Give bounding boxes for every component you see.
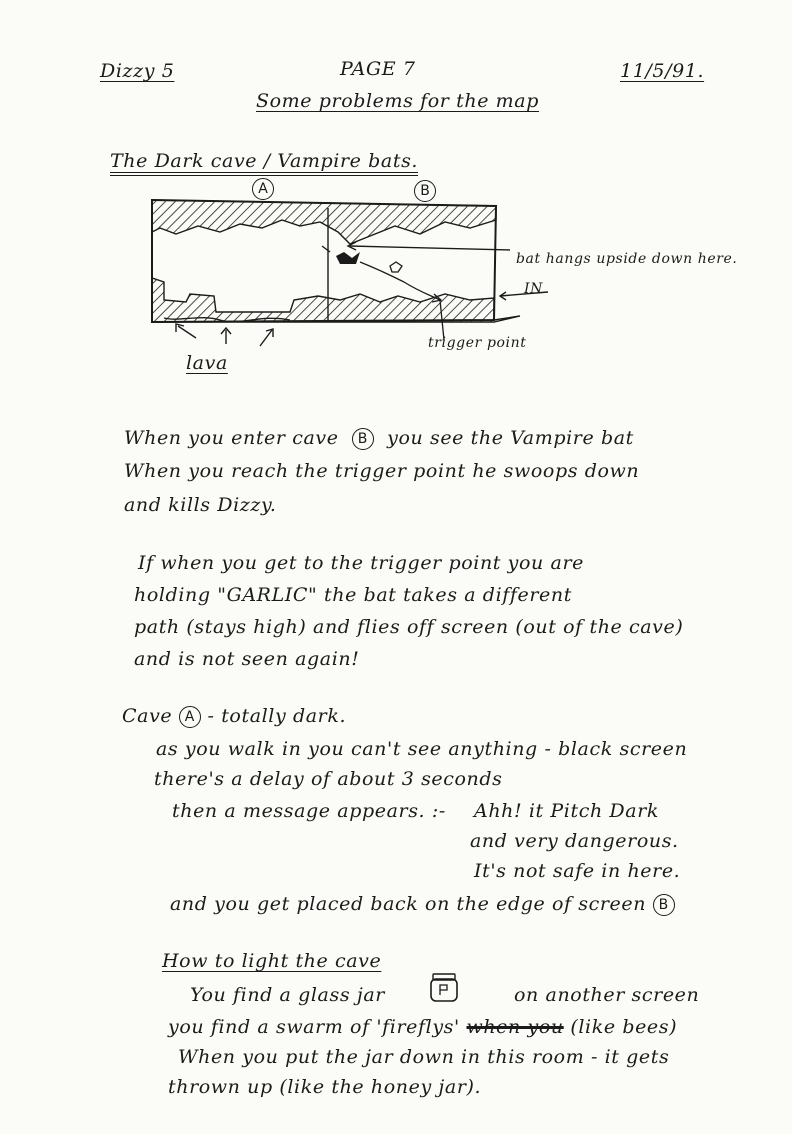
para2-line1: If when you get to the trigger point you are xyxy=(138,552,584,574)
cave-label-a: A xyxy=(252,178,274,200)
para1-line2: When you reach the trigger point he swoops down xyxy=(124,460,640,482)
in-label: IN xyxy=(524,281,543,297)
light-line4: thrown up (like the honey jar). xyxy=(168,1076,482,1098)
message-line2: and very dangerous. xyxy=(470,830,679,852)
light-section-title: How to light the cave xyxy=(162,950,382,972)
cave-floor-rock xyxy=(152,278,520,322)
cave-a-line4: and you get placed back on the edge of screen B xyxy=(170,894,675,916)
light-line3: When you put the jar down in this room - it gets xyxy=(178,1046,670,1068)
para2-line4: and is not seen again! xyxy=(134,648,360,670)
para1-line3: and kills Dizzy. xyxy=(124,494,277,516)
cave-label-b: B xyxy=(414,180,436,202)
glass-jar-icon xyxy=(431,974,457,1001)
message-line1: Ahh! it Pitch Dark xyxy=(474,800,659,822)
para2-line2: holding "GARLIC" the bat takes a different xyxy=(134,584,572,606)
cave-a-badge: A xyxy=(179,706,201,728)
light-line2: you find a swarm of 'fireflys' when you (like bees) xyxy=(168,1016,678,1038)
dizzy-figure-icon xyxy=(390,262,402,272)
message-line3: It's not safe in here. xyxy=(474,860,681,882)
lava-label: lava xyxy=(186,352,228,374)
bat-note: bat hangs upside down here. xyxy=(516,251,738,267)
bat-swoop-path xyxy=(360,262,440,300)
trigger-label: trigger point xyxy=(428,335,527,351)
cave-a-line3: then a message appears. :- xyxy=(172,800,446,822)
header-page-number: PAGE 7 xyxy=(340,58,416,80)
light-line1a: You find a glass jar xyxy=(190,984,385,1006)
struck-text: when you xyxy=(466,1016,564,1038)
light-line1b: on another screen xyxy=(514,984,700,1006)
cave-a-title: Cave A - totally dark. xyxy=(122,705,347,727)
para2-line3: path (stays high) and flies off screen (out of the cave) xyxy=(134,616,684,638)
page-subtitle: Some problems for the map xyxy=(256,90,539,112)
cave-b-badge: B xyxy=(352,428,374,450)
header-date: 11/5/91. xyxy=(620,60,705,82)
header-project-name: Dizzy 5 xyxy=(100,60,175,82)
section-title-dark-cave: The Dark cave / Vampire bats. xyxy=(110,150,419,172)
cave-ceiling-rock xyxy=(152,200,496,244)
para1-line1: When you enter cave B you see the Vampire bat xyxy=(124,427,634,449)
screen-b-badge: B xyxy=(653,894,675,916)
cave-a-line2: there's a delay of about 3 seconds xyxy=(154,768,503,790)
cave-a-line1: as you walk in you can't see anything - black screen xyxy=(156,738,688,760)
